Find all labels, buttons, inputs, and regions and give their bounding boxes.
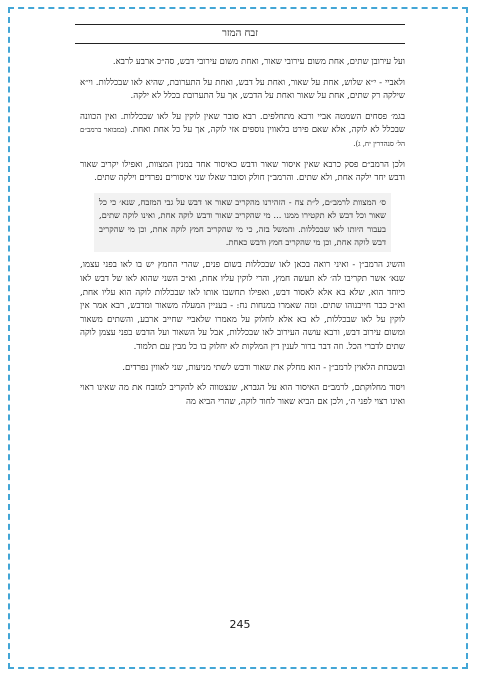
paragraph: ויסוד מחלוקתם, לרמב״ם האיסור הוא על הגברא, שנצטווה לא להקריב למזבח את מה שאינו ראוי ואינו רצוי לפני ה׳, ולכן אם הביא שאור לחוד לוקה, שהרי הביא מה — [80, 383, 405, 407]
paragraph: ועל עירובן שתים, אחת משום עירובי שאור, ואחת משום עירובי דבש, סה״כ ארבע לרבא. — [112, 57, 405, 67]
paragraph: ובשכחת הלאוין לרמב״ן - הוא מחלק את שאור ודבש לשתי מניעות, שני לאווין נפרדים. — [122, 362, 405, 373]
running-header: זבח המזר — [75, 24, 405, 44]
paragraph: ולכן הרמב״ם פסק כרבא שאין איסור שאור ודבש כאיסור אחד במנין המצוות, ואפילו יקריב שאור ודבש יחד ילקה אחת, ולא שתים. והרמב״ן חולק וסובר שאלו שני איסורים נפרדים וילקה שתים. — [80, 159, 405, 184]
paragraph: ולאביי - י״א שלוש, אחת על שאור, ואחת על דבש, ואחת על התערובת, שהיא לאו שבכללות. וי״א שילקה רק שתים, אחת על שאור ואחת על הדבש, אך על התערובת בכלל לא ילקה. — [80, 77, 405, 102]
paragraph — [80, 111, 405, 152]
source-note: (כמבואר ברמב״ם הל׳ סנהדרין יח, ג). — [80, 126, 405, 148]
page-number: 245 — [229, 618, 251, 631]
body-text — [80, 56, 405, 416]
paragraph: והשיג הרמב״ן - ואיני רואה בכאן לאו שבכללות בשום פנים, שהרי החמץ יש בו לאו בפני עצמו, שנא׳ אשר תקריבו לה׳ לא תעשה חמץ, והרי לוקין עליו אחת, וא״כ השני שהוא לאו של דבש לאו כיוחד הוא, שלא בא אלא לאסור דבש, ואפילו תחשבו אותו לאו שבכללות לוקה הוא עליו אחת, וא״כ כבר חייבנוהו שתים. ומה שאמרו במנחות נח: - בעניין המעלה משאור ומדבש, רבא אמר אין לוקין על לאו שבכללות, לא בא אלא לחלוק על מאמרו שלאביי שחייב ארבע, והשתים משאור ומשום עירוב דבש, ורבא עושה העירוב לאו שבכללות, אבל על השאור ועל הדבש בפני עצמן לוקה שתים לדברי הכל. וזה דבר ברור לענין דין המלקות לא יחלוק בו כל מבין עם תלמוד. — [80, 260, 405, 352]
quoted-source: ס׳ המצוות לרמב״ם, ל״ת צח - הזהירנו מהקריב שאור או דבש על גבי המזבח, שנא׳ כי כל שאור וכל דבש לא תקטירו ממנו ... מי שהקריב שאור ודבש לוקה אחת, ואינו לוקה שתים, בעבור היותו לאו שבכללות. והמשל בזה, כי מי שהקריב חמץ לוקה אחת, וכן מי שהקריב דבש לוקה אחת, וכן מי שהקריב חמץ ודבש כאחת. — [94, 193, 391, 253]
paragraph-text: בגמ׳ פסחים השמטה אביי ורבא מתחלפים. רבא סובר שאין לוקין על לאו שבכללות. ואין הכוונה שבכלל לא לוקה, אלא שאם פירט בלאווין נוספים אזי לוקה, אך על כל אחת ואחת. — [80, 111, 405, 136]
